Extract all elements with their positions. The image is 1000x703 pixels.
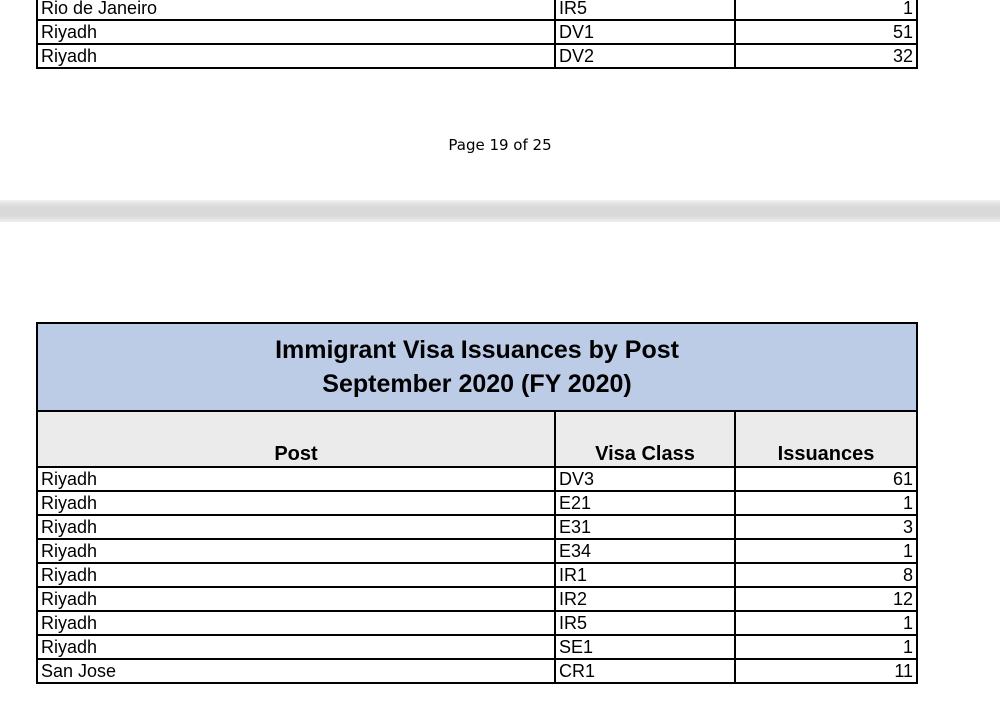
table-row	[37, 467, 917, 491]
post-cell: Riyadh	[37, 44, 555, 68]
issuances-cell: 51	[735, 20, 917, 44]
table-title-line2: September 2020 (FY 2020)	[322, 370, 632, 398]
post-cell: Riyadh	[37, 491, 555, 515]
page-separator	[0, 200, 1000, 222]
issuances-cell: 61	[735, 467, 917, 491]
table-row	[37, 515, 917, 539]
visa-class-cell: DV1	[555, 20, 735, 44]
table-title	[37, 323, 917, 411]
visa-issuances-table	[36, 322, 918, 684]
page-number: Page 19 of 25	[448, 136, 552, 154]
column-header-post: Post	[37, 411, 555, 467]
issuances-cell: 11	[735, 659, 917, 683]
issuances-cell: 1	[735, 611, 917, 635]
table-row	[37, 563, 917, 587]
issuances-cell: 3	[735, 515, 917, 539]
visa-class-cell: IR1	[555, 563, 735, 587]
table-row	[37, 0, 917, 20]
issuances-cell: 1	[735, 0, 917, 20]
table-row	[37, 611, 917, 635]
visa-class-cell: IR5	[555, 0, 735, 20]
issuances-cell: 1	[735, 635, 917, 659]
post-cell: Riyadh	[37, 587, 555, 611]
post-cell: Riyadh	[37, 539, 555, 563]
issuances-cell: 12	[735, 587, 917, 611]
current-page	[0, 222, 1000, 703]
visa-class-cell: E31	[555, 515, 735, 539]
post-cell: Riyadh	[37, 467, 555, 491]
post-cell: Riyadh	[37, 635, 555, 659]
visa-class-cell: DV3	[555, 467, 735, 491]
issuances-cell: 32	[735, 44, 917, 68]
issuances-cell: 1	[735, 491, 917, 515]
post-cell: Riyadh	[37, 563, 555, 587]
table-title-line1: Immigrant Visa Issuances by Post	[275, 336, 679, 364]
visa-class-cell: IR2	[555, 587, 735, 611]
table-row	[37, 539, 917, 563]
table-row	[37, 20, 917, 44]
table-row	[37, 491, 917, 515]
previous-page	[0, 0, 1000, 200]
visa-class-cell: E34	[555, 539, 735, 563]
post-cell: Riyadh	[37, 20, 555, 44]
visa-class-cell: CR1	[555, 659, 735, 683]
post-cell: Rio de Janeiro	[37, 0, 555, 20]
table-row	[37, 659, 917, 683]
visa-class-cell: IR5	[555, 611, 735, 635]
column-header-visa-class: Visa Class	[555, 411, 735, 467]
visa-class-cell: DV2	[555, 44, 735, 68]
issuances-cell: 8	[735, 563, 917, 587]
table-row	[37, 635, 917, 659]
visa-class-cell: SE1	[555, 635, 735, 659]
column-header-issuances: Issuances	[735, 411, 917, 467]
post-cell: San Jose	[37, 659, 555, 683]
post-cell: Riyadh	[37, 611, 555, 635]
table-row	[37, 587, 917, 611]
table-row	[37, 44, 917, 68]
issuances-cell: 1	[735, 539, 917, 563]
visa-class-cell: E21	[555, 491, 735, 515]
post-cell: Riyadh	[37, 515, 555, 539]
previous-page-table	[36, 0, 918, 69]
